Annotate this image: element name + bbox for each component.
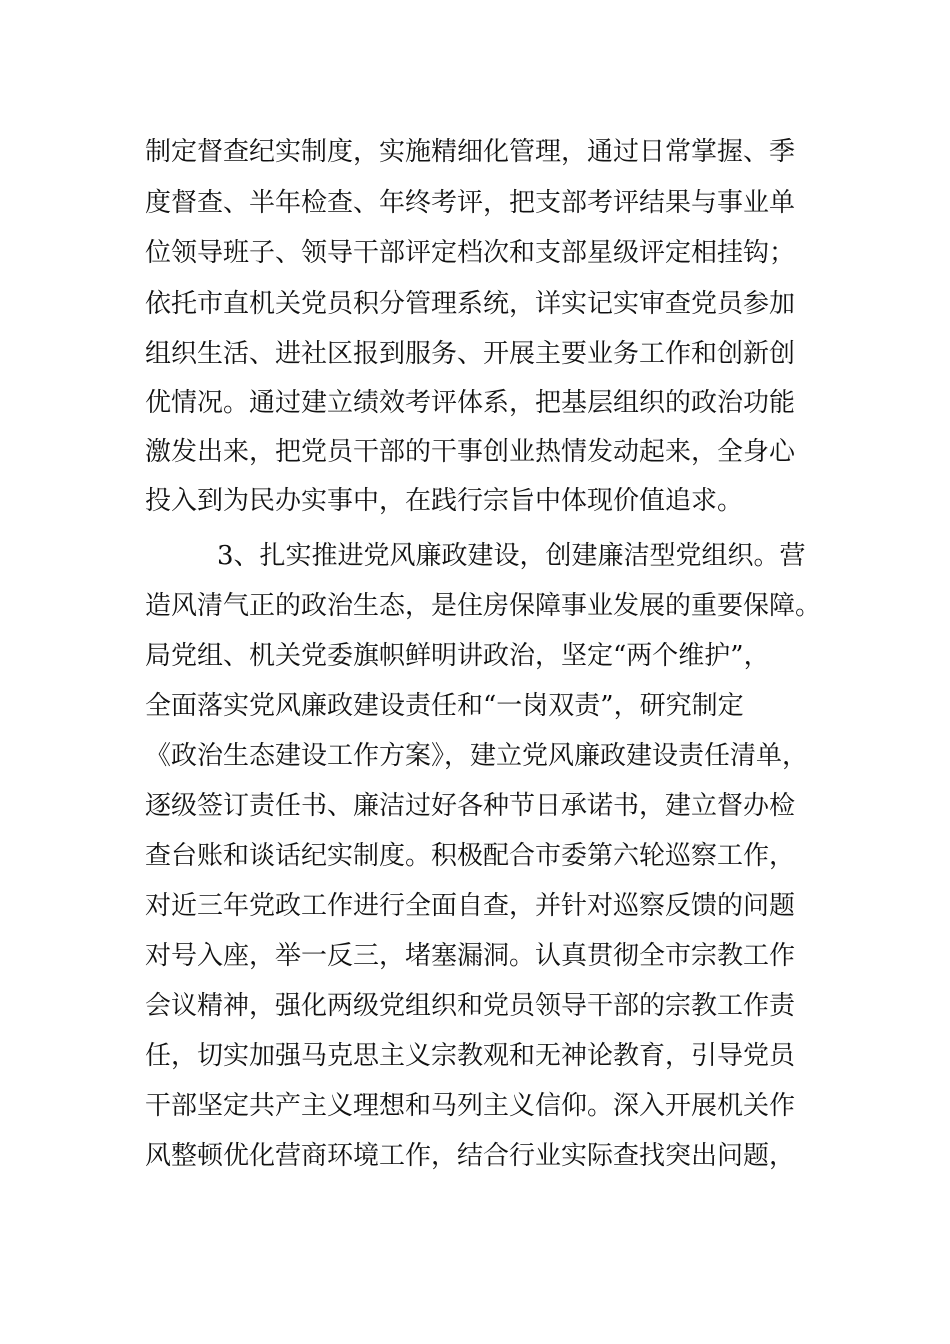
paragraph-line: 度督查、半年检查、年终考评，把支部考评结果与事业单 [145, 188, 796, 218]
paragraph-line: 组织生活、进社区报到服务、开展主要业务工作和创新创 [145, 339, 796, 369]
paragraph-line: 位领导班子、领导干部评定档次和支部星级评定相挂钩； [145, 238, 796, 268]
paragraph-line: 查台账和谈话纪实制度。积极配合市委第六轮巡察工作， [145, 841, 796, 871]
paragraph-heading-line: 3、扎实推进党风廉政建设，创建廉洁型党组织。营 [217, 541, 806, 571]
paragraph-line: 会议精神，强化两级党组织和党员领导干部的宗教工作责 [145, 991, 796, 1021]
paragraph-line: 制定督查纪实制度，实施精细化管理，通过日常掌握、季 [145, 137, 796, 167]
paragraph-line: 《政治生态建设工作方案》，建立党风廉政建设责任清单， [145, 741, 809, 771]
paragraph-line: 优情况。通过建立绩效考评体系，把基层组织的政治功能 [145, 388, 796, 418]
paragraph-line: 干部坚定共产主义理想和马列主义信仰。深入开展机关作 [145, 1091, 796, 1121]
paragraph-line: 逐级签订责任书、廉洁过好各种节日承诺书，建立督办检 [145, 791, 796, 821]
paragraph-line: 造风清气正的政治生态，是住房保障事业发展的重要保障。 [145, 591, 822, 621]
paragraph-line: 局党组、机关党委旗帜鲜明讲政治，坚定“两个维护”， [145, 641, 770, 671]
paragraph-line: 对近三年党政工作进行全面自查，并针对巡察反馈的问题 [145, 891, 796, 921]
paragraph-line: 投入到为民办实事中，在践行宗旨中体现价值追求。 [145, 486, 744, 516]
paragraph-line: 风整顿优化营商环境工作，结合行业实际查找突出问题， [145, 1141, 796, 1171]
paragraph-line: 任，切实加强马克思主义宗教观和无神论教育，引导党员 [145, 1041, 796, 1071]
paragraph-line: 全面落实党风廉政建设责任和“一岗双责”，研究制定 [145, 691, 744, 721]
paragraph-line: 依托市直机关党员积分管理系统，详实记实审查党员参加 [145, 289, 796, 319]
paragraph-line: 对号入座，举一反三，堵塞漏洞。认真贯彻全市宗教工作 [145, 941, 796, 971]
paragraph-line: 激发出来，把党员干部的干事创业热情发动起来，全身心 [145, 437, 796, 467]
